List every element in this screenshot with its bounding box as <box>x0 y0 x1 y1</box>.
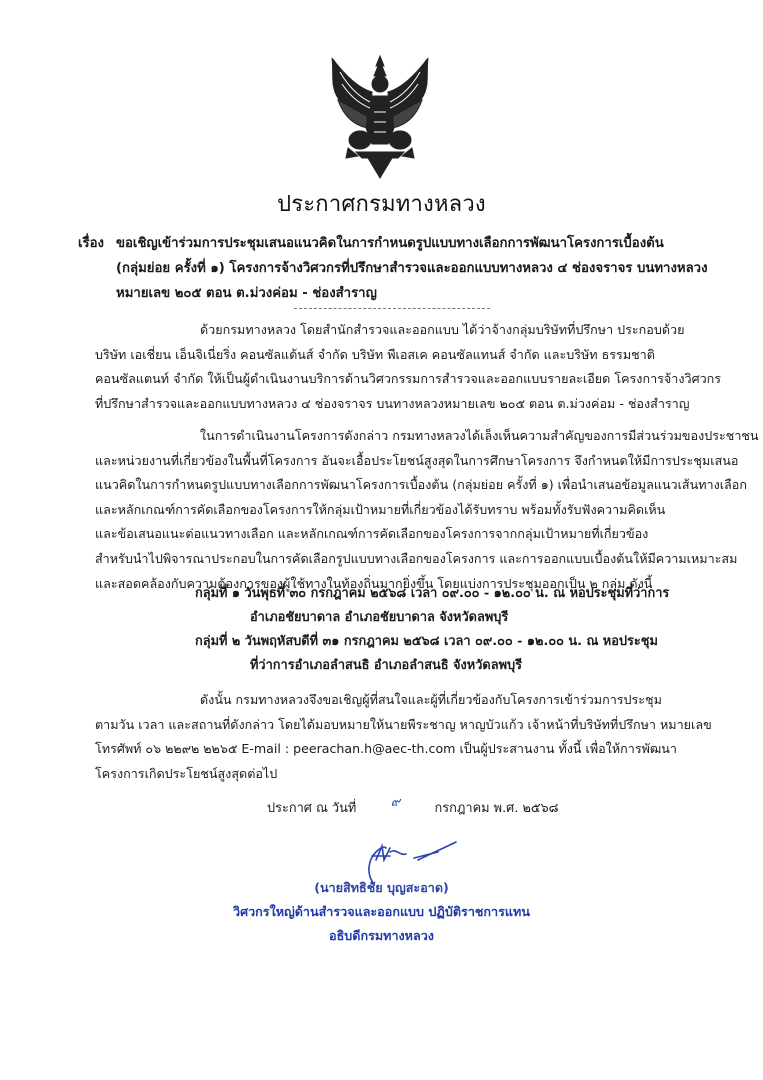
meeting-groups <box>195 582 735 678</box>
paragraph-line: และข้อเสนอแนะต่อแนวทางเลือก และหลักเกณฑ์การคัดเลือกของโครงการจากกลุ่มเป้าหมายที่เกี่ยวข้อง <box>95 526 649 542</box>
page-title: ประกาศกรมทางหลวง <box>277 192 486 217</box>
paragraph-line: และสอดคล้องกับความต้องการของผู้ใช้ทางในท้องถิ่นมากยิ่งขึ้น โดยแบ่งการประชุมออกเป็น ๒ กลุ่ม ดังนี้ <box>95 575 653 591</box>
paragraph-purpose <box>95 424 759 596</box>
announce-date-prefix: ประกาศ ณ วันที่ <box>267 801 357 816</box>
paragraph-line: ที่ปรึกษาสำรวจและออกแบบทางหลวง ๔ ช่องจราจร บนทางหลวงหมายเลข ๒๐๕ ตอน ต.ม่วงค่อม - ช่องสำราญ <box>95 395 690 411</box>
subject-label: เรื่อง <box>78 236 104 251</box>
announce-date-day: ๙ <box>390 795 401 810</box>
paragraph-line: และหลักเกณฑ์การคัดเลือกของโครงการให้กลุ่มเป้าหมายที่เกี่ยวข้องได้รับทราบ พร้อมทั้งรับฟังความคิดเห็น <box>95 501 666 517</box>
paragraph-line: ในการดำเนินงานโครงการดังกล่าว กรมทางหลวงได้เล็งเห็นความสำคัญของการมีส่วนร่วมของประชาชน <box>200 428 759 443</box>
paragraph-line: ด้วยกรมทางหลวง โดยสำนักสำรวจและออกแบบ ได้ว่าจ้างกลุ่มบริษัทที่ปรึกษา ประกอบด้วย <box>200 322 685 337</box>
subject-line: (กลุ่มย่อย ครั้งที่ ๑) โครงการจ้างวิศวกรที่ปรึกษาสำรวจและออกแบบทางหลวง ๔ ช่องจราจร บนทางหลวง <box>116 261 708 276</box>
subject-block <box>78 231 728 306</box>
paragraph-line: โครงการเกิดประโยชน์สูงสุดต่อไป <box>95 765 278 781</box>
group-1-line-2: อำเภอชัยบาดาล อำเภอชัยบาดาล จังหวัดลพบุรี <box>250 610 509 625</box>
paragraph-line: และหน่วยงานที่เกี่ยวข้องในพื้นที่โครงการ อันจะเอื้อประโยชน์สูงสุดในการศึกษาโครงการ จึงกำหนดให้มีการประชุมเสนอ <box>95 452 739 468</box>
paragraph-line: แนวคิดในการกำหนดรูปแบบทางเลือกการพัฒนาโครงการเบื้องต้น (กลุ่มย่อย ครั้งที่ ๑) เพื่อนำเสนอข้อมูลแนวเส้นทางเลือก <box>95 477 747 493</box>
paragraph-invitation <box>95 688 725 786</box>
signatory-organization: อธิบดีกรมทางหลวง <box>329 928 434 943</box>
announce-date <box>267 797 559 818</box>
group-1-line-1: กลุ่มที่ ๑ วันพุธที่ ๓๐ กรกฎาคม ๒๕๖๘ เวลา ๐๙.๐๐ - ๑๒.๐๐ น. ณ หอประชุมที่ว่าการ <box>195 586 670 601</box>
paragraph-line: ดังนั้น กรมทางหลวงจึงขอเชิญผู้ที่สนใจและผู้ที่เกี่ยวข้องกับโครงการเข้าร่วมการประชุม <box>200 692 662 707</box>
subject-line: ขอเชิญเข้าร่วมการประชุมเสนอแนวคิดในการกำหนดรูปแบบทางเลือกการพัฒนาโครงการเบื้องต้น <box>116 236 664 251</box>
paragraph-line: บริษัท เอเชี่ยน เอ็นจิเนี่ยริ่ง คอนซัลแต้นส์ จำกัด บริษัท พีเอสเค คอนซัลแทนส์ จำกัด และบริษัท ธรรมชาติ <box>95 346 655 362</box>
group-2-line-2: ที่ว่าการอำเภอลำสนธิ อำเภอลำสนธิ จังหวัดลพบุรี <box>250 658 523 673</box>
paragraph-intro <box>95 318 725 416</box>
signatory-name: (นายสิทธิชัย บุญสะอาด) <box>314 880 449 895</box>
paragraph-line: คอนซัลแตนท์ จำกัด ให้เป็นผู้ดำเนินงานบริการด้านวิศวกรรมการสำรวจและออกแบบรายละเอียด โครงการจ้างวิศวกร <box>95 371 722 387</box>
paragraph-line: ตามวัน เวลา และสถานที่ดังกล่าว โดยได้มอบหมายให้นายพีระชาญ หาญบัวแก้ว เจ้าหน้าที่บริษัทที่ปรึกษา หมายเลข <box>95 716 712 732</box>
group-2-line-1: กลุ่มที่ ๒ วันพฤหัสบดีที่ ๓๑ กรกฎาคม ๒๕๖๘ เวลา ๐๙.๐๐ - ๑๒.๐๐ น. ณ หอประชุม <box>195 634 658 649</box>
garuda-emblem-icon <box>318 52 442 180</box>
signatory-position: วิศวกรใหญ่ด้านสำรวจและออกแบบ ปฏิบัติราชการแทน <box>233 904 530 919</box>
dashed-separator <box>294 308 490 309</box>
paragraph-line: โทรศัพท์ ๐๖ ๒๒๙๒ ๒๒๖๕ E-mail : peerachan.h@aec-th.com เป็นผู้ประสานงาน ทั้งนี้ เพื่อให้การพัฒนา <box>95 741 677 757</box>
subject-line: หมายเลข ๒๐๕ ตอน ต.ม่วงค่อม - ช่องสำราญ <box>116 286 377 301</box>
paragraph-line: สำหรับนำไปพิจารณาประกอบในการคัดเลือกรูปแบบทางเลือกของโครงการ และการออกแบบเบื้องต้นให้มีความเหมาะสม <box>95 550 738 566</box>
announce-date-month-year: กรกฎาคม พ.ศ. ๒๕๖๘ <box>434 801 559 816</box>
